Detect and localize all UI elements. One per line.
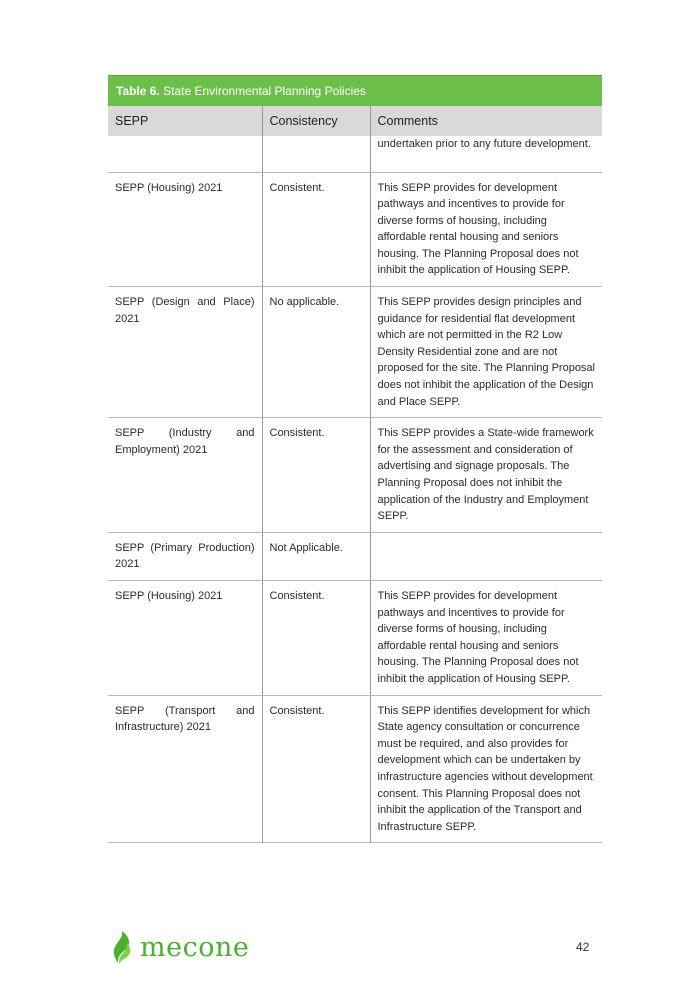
cell-consistency: Not Applicable. xyxy=(262,532,370,580)
cell-sepp: SEPP (Housing) 2021 xyxy=(108,580,262,695)
cell-comments: This SEPP provides for development pathways and incentives to provide for diverse forms of housing, including affordable rental housing and seniors housing. The Planning Proposal does not inhibit the application of Housing SEPP. xyxy=(370,580,602,695)
cell-consistency: Consistent. xyxy=(262,695,370,843)
leaf-logo-icon xyxy=(108,929,136,965)
table-row xyxy=(108,287,602,418)
mecone-logo xyxy=(108,927,249,967)
cell-comments: This SEPP identifies development for which State agency consultation or concurrence must be required, and also provides for development which can be undertaken by infrastructure agencies without development consent. This Planning Proposal does not inhibit the application of the Transport and Infrastructure SEPP. xyxy=(370,695,602,843)
table-row xyxy=(108,695,602,843)
cell-comments: undertaken prior to any future development. xyxy=(370,136,602,172)
cell-sepp: SEPP (Primary Production) 2021 xyxy=(108,532,262,580)
header-comments: Comments xyxy=(370,106,602,136)
sepp-table-container xyxy=(108,75,602,843)
cell-comments xyxy=(370,532,602,580)
cell-sepp: SEPP (Transport and Infrastructure) 2021 xyxy=(108,695,262,843)
table-header-row xyxy=(108,106,602,136)
cell-sepp: SEPP (Design and Place) 2021 xyxy=(108,287,262,418)
cell-consistency: No applicable. xyxy=(262,287,370,418)
header-sepp: SEPP xyxy=(108,106,262,136)
table-caption xyxy=(108,75,602,106)
cell-comments: This SEPP provides for development pathways and incentives to provide for diverse forms of housing, including affordable rental housing and seniors housing. The Planning Proposal does not inhibit the application of Housing SEPP. xyxy=(370,172,602,287)
cell-consistency: Consistent. xyxy=(262,418,370,533)
cell-sepp xyxy=(108,136,262,172)
table-row xyxy=(108,580,602,695)
table-caption-title: State Environmental Planning Policies xyxy=(159,84,366,98)
table-row xyxy=(108,172,602,287)
logo-wordmark: mecone xyxy=(140,931,250,963)
header-consistency: Consistency xyxy=(262,106,370,136)
table-row xyxy=(108,418,602,533)
cell-consistency: Consistent. xyxy=(262,580,370,695)
page-number: 42 xyxy=(576,940,590,954)
cell-comments: This SEPP provides a State-wide framework for the assessment and consideration of advertising and signage proposals. The Planning Proposal does not inhibit the application of the Industry and Employment SEPP. xyxy=(370,418,602,533)
table-row xyxy=(108,532,602,580)
table-caption-label: Table 6. xyxy=(116,84,160,98)
cell-sepp: SEPP (Housing) 2021 xyxy=(108,172,262,287)
table-row xyxy=(108,136,602,172)
cell-comments: This SEPP provides design principles and guidance for residential flat development which are not permitted in the R2 Low Density Residential zone and are not proposed for the site. The Planning Proposal does not inhibit the application of the Design and Place SEPP. xyxy=(370,287,602,418)
sepp-table xyxy=(108,106,602,843)
cell-sepp: SEPP (Industry and Employment) 2021 xyxy=(108,418,262,533)
cell-consistency: Consistent. xyxy=(262,172,370,287)
cell-consistency xyxy=(262,136,370,172)
